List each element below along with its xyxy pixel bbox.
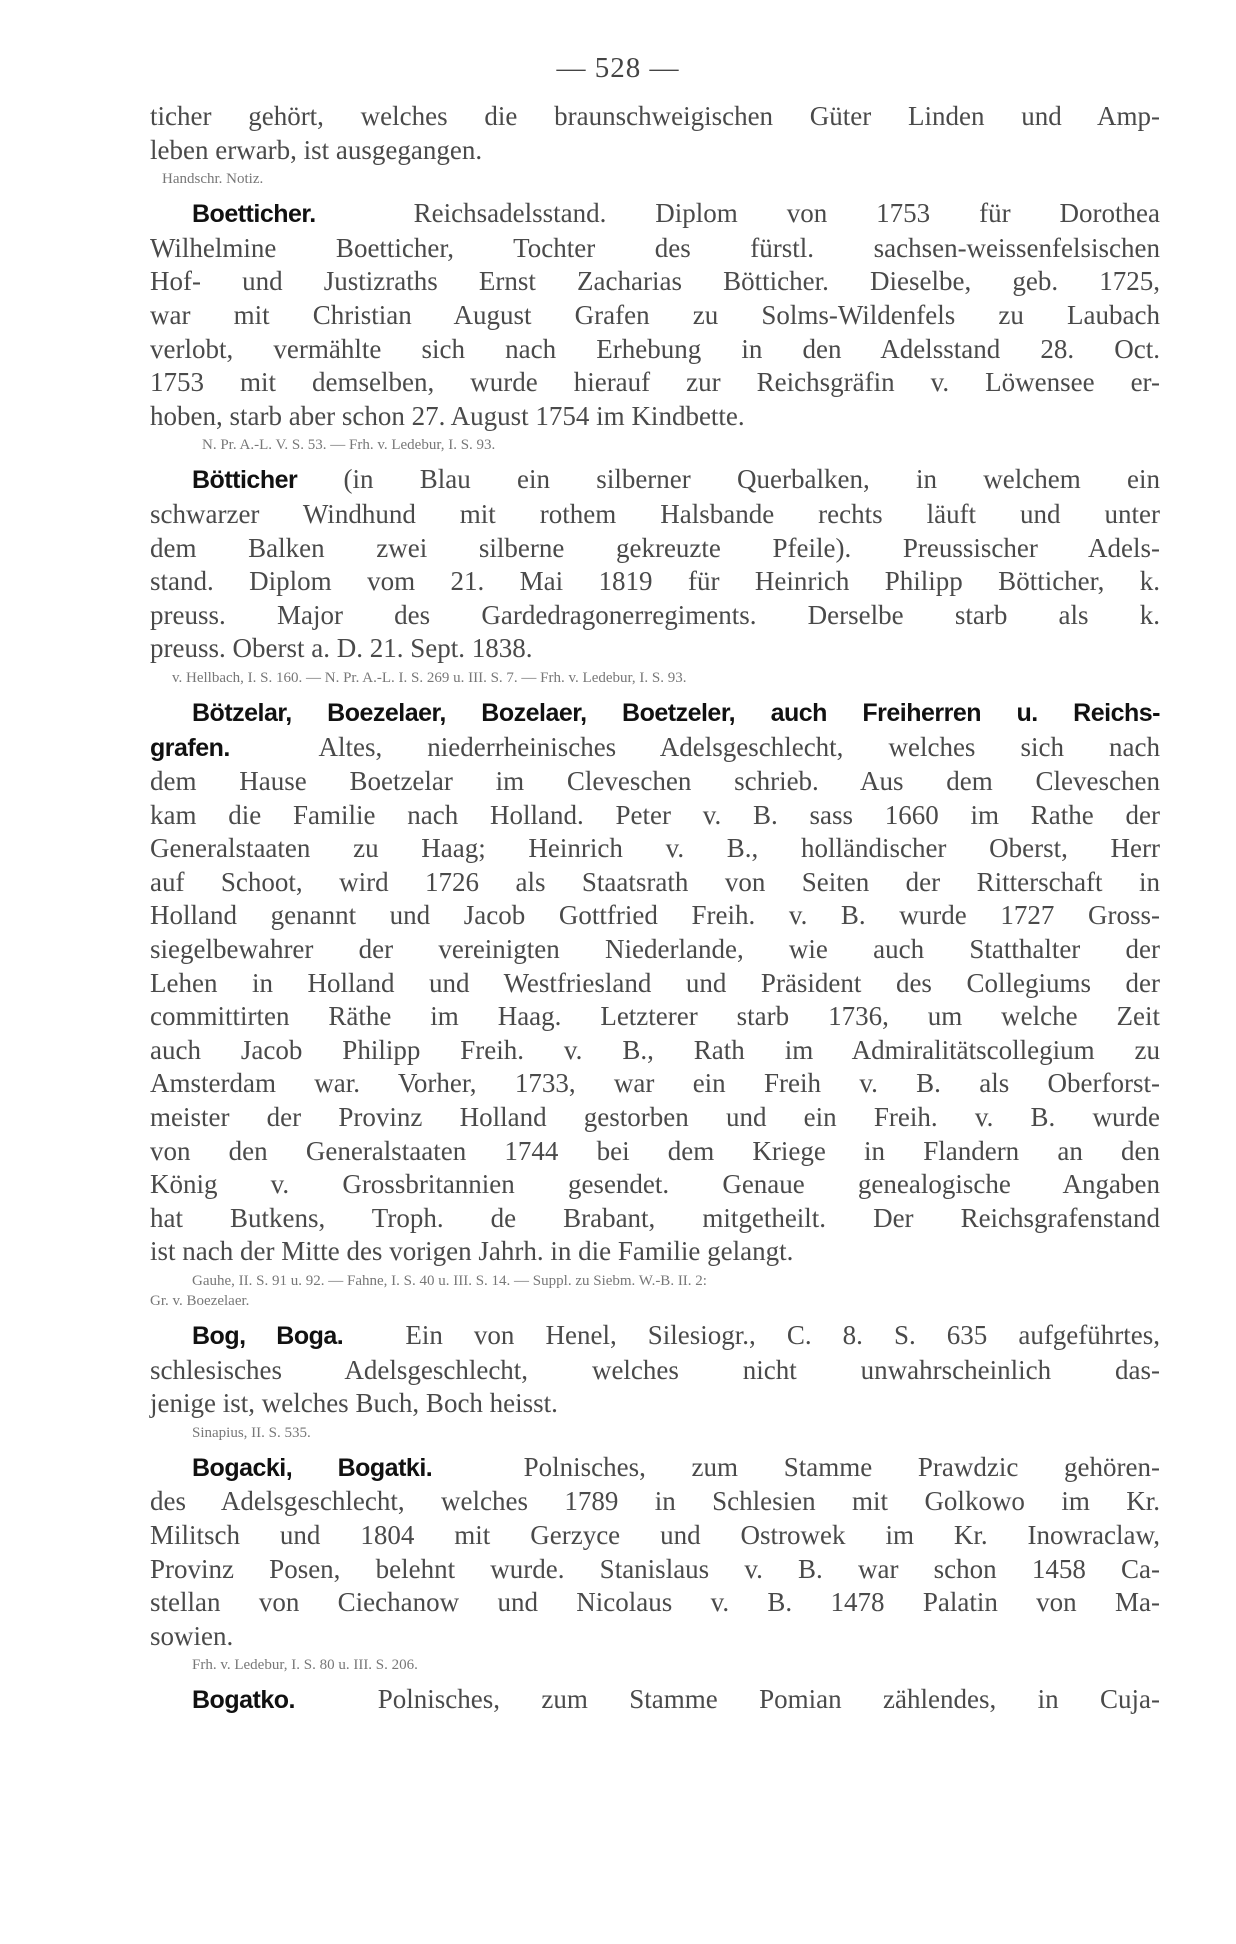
- text-line: des Adelsgeschlecht, welches 1789 in Schlesien mit Golkowo im Kr.: [150, 1486, 1160, 1517]
- text-line: von den Generalstaaten 1744 bei dem Kriege in Flandern an den: [150, 1135, 1160, 1166]
- text-line: hat Butkens, Troph. de Brabant, mitgetheilt. Der Reichsgrafenstand: [150, 1202, 1160, 1233]
- text-line: auf Schoot, wird 1726 als Staatsrath von Seiten der Ritterschaft in: [150, 866, 1160, 897]
- reference-note: [150, 1271, 1160, 1311]
- text-line: sowien.: [150, 1620, 234, 1651]
- text-line: kam die Familie nach Holland. Peter v. B. sass 1660 im Rathe der: [150, 799, 1160, 830]
- text-line: meister der Provinz Holland gestorben und ein Freih. v. B. wurde: [150, 1102, 1160, 1133]
- text-line: Amsterdam war. Vorher, 1733, war ein Freih v. B. als Oberforst-: [150, 1068, 1160, 1099]
- text-line: schlesisches Adelsgeschlecht, welches nicht unwahrscheinlich das-: [150, 1354, 1160, 1385]
- entry-head: Bötticher: [192, 466, 298, 495]
- page-number: — 528 —: [556, 52, 680, 84]
- reference-note: Handschr. Notiz.: [162, 171, 264, 188]
- text-line: König v. Grossbritannien gesendet. Genaue genealogische Angaben: [150, 1169, 1160, 1200]
- reference-line: Gr. v. Boezelaer.: [150, 1293, 250, 1309]
- text-line: Lehen in Holland und Westfriesland und Präsident des Collegiums der: [150, 967, 1160, 998]
- text-line: dem Balken zwei silberne gekreuzte Pfeile). Preussischer Adels-: [150, 532, 1160, 563]
- text-line: schwarzer Windhund mit rothem Halsbande rechts läuft und unter: [150, 498, 1160, 529]
- text-line: Polnisches, zum Stamme Pomian zählendes, in Cuja-: [377, 1684, 1160, 1715]
- text-line: jenige ist, welches Buch, Boch heisst.: [150, 1388, 558, 1419]
- entry-head-cont: grafen.: [150, 733, 230, 762]
- text-line: Hof- und Justizraths Ernst Zacharias Bötticher. Dieselbe, geb. 1725,: [150, 266, 1160, 297]
- text-line: ticher gehört, welches die braunschweigischen Güter Linden und Amp-: [150, 101, 1160, 131]
- reference-line: Gauhe, II. S. 91 u. 92. — Fahne, I. S. 40 u. III. S. 14. — Suppl. zu Siebm. W.-B. II. 2:: [192, 1273, 707, 1289]
- text-line: Altes, niederrheinisches Adelsgeschlecht, welches sich nach: [318, 731, 1160, 762]
- entry-boetticher-prussian: [150, 463, 1160, 666]
- entry-head: Bogatko.: [192, 1686, 295, 1715]
- text-line: hoben, starb aber schon 27. August 1754 im Kindbette.: [150, 400, 745, 431]
- entry-head: Boetticher.: [192, 200, 316, 229]
- reference-note: Frh. v. Ledebur, I. S. 80 u. III. S. 206.: [192, 1657, 418, 1674]
- text-line: leben erwarb, ist ausgegangen.: [150, 134, 483, 165]
- text-line: Generalstaaten zu Haag; Heinrich v. B., holländischer Oberst, Herr: [150, 833, 1160, 864]
- text-line: Provinz Posen, belehnt wurde. Stanislaus v. B. war schon 1458 Ca-: [150, 1553, 1160, 1584]
- entry-boetticher: [150, 197, 1160, 433]
- text-line: ist nach der Mitte des vorigen Jahrh. in die Familie gelangt.: [150, 1236, 794, 1267]
- entry-boetzelar: [150, 696, 1160, 1269]
- entry-bogatko: [150, 1683, 1160, 1718]
- text-line: Militsch und 1804 mit Gerzyce und Ostrowek im Kr. Inowraclaw,: [150, 1519, 1160, 1550]
- text-line: preuss. Oberst a. D. 21. Sept. 1838.: [150, 633, 533, 664]
- entry-bogacki: [150, 1451, 1160, 1654]
- text-line: Reichsadelsstand. Diplom von 1753 für Dorothea: [413, 198, 1161, 229]
- continuation-paragraph: [150, 100, 1160, 167]
- text-line: Wilhelmine Boetticher, Tochter des fürstl. sachsen-weissenfelsischen: [150, 232, 1160, 263]
- text-line: Holland genannt und Jacob Gottfried Freih. v. B. wurde 1727 Gross-: [150, 900, 1160, 931]
- text-line: Ein von Henel, Silesiogr., C. 8. S. 635 aufgeführtes,: [405, 1320, 1161, 1350]
- text-line: committirten Räthe im Haag. Letzterer starb 1736, um welche Zeit: [150, 1001, 1160, 1032]
- text-line: stand. Diplom vom 21. Mai 1819 für Heinrich Philipp Bötticher, k.: [150, 566, 1160, 597]
- reference-note: N. Pr. A.-L. V. S. 53. — Frh. v. Ledebur, I. S. 93.: [202, 437, 496, 454]
- entry-head: Bötzelar, Boezelaer, Bozelaer, Boetzeler, auch Freiherren u. Reichs-: [192, 698, 1160, 727]
- text-line: siegelbewahrer der vereinigten Niederlande, wie auch Statthalter der: [150, 934, 1160, 965]
- reference-note: Sinapius, II. S. 535.: [192, 1424, 311, 1441]
- text-line: dem Hause Boetzelar im Cleveschen schrieb. Aus dem Cleveschen: [150, 766, 1160, 797]
- text-line: (in Blau ein silberner Querbalken, in welchem ein: [343, 464, 1160, 495]
- entry-head: Bogacki, Bogatki.: [192, 1453, 433, 1482]
- text-line: 1753 mit demselben, wurde hierauf zur Reichsgräfin v. Löwensee er-: [150, 367, 1160, 398]
- text-line: preuss. Major des Gardedragonerregiments. Derselbe starb als k.: [150, 599, 1160, 630]
- text-line: stellan von Ciechanow und Nicolaus v. B. 1478 Palatin von Ma-: [150, 1587, 1160, 1618]
- entry-bog: [150, 1319, 1160, 1421]
- reference-note: v. Hellbach, I. S. 160. — N. Pr. A.-L. I. S. 269 u. III. S. 7. — Frh. v. Ledebur, I. S. 93.: [172, 669, 687, 686]
- entry-head: Bog, Boga.: [192, 1322, 344, 1350]
- text-line: verlobt, vermählte sich nach Erhebung in den Adelsstand 28. Oct.: [150, 333, 1160, 364]
- page-body: [150, 100, 1160, 1718]
- text-line: war mit Christian August Grafen zu Solms-Wildenfels zu Laubach: [150, 299, 1160, 330]
- text-line: auch Jacob Philipp Freih. v. B., Rath im Admiralitätscollegium zu: [150, 1034, 1160, 1065]
- text-line: Polnisches, zum Stamme Prawdzic gehören-: [523, 1451, 1161, 1482]
